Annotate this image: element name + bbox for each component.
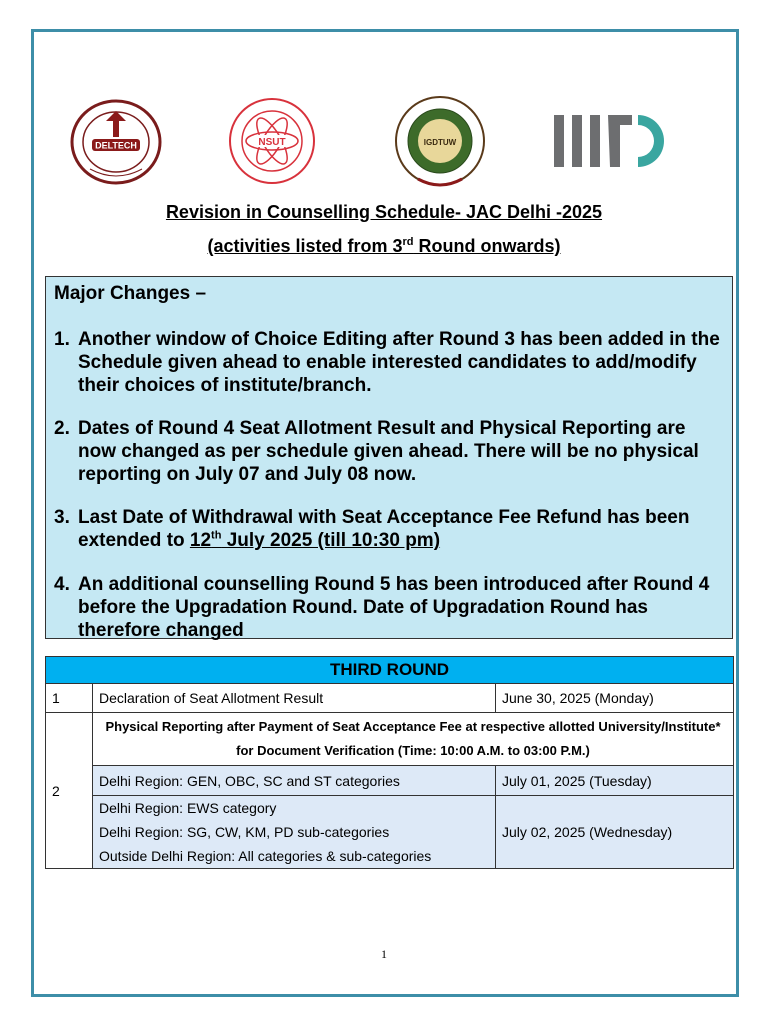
change-item <box>54 417 724 486</box>
subtitle-post: Round onwards) <box>413 236 561 256</box>
change-item-text: An additional counselling Round 5 has been introduced after Round 4 before the Upgradation Round. Date of Upgradation Round has therefore changed <box>78 574 710 641</box>
subtitle-sup: rd <box>402 236 414 248</box>
dtu-logo-text: DELTECH <box>95 140 137 151</box>
change-item-number: 3. <box>54 507 70 528</box>
dtu-logo <box>70 99 162 185</box>
change-item <box>54 573 724 642</box>
page-subtitle <box>0 236 768 257</box>
iiitd-logo <box>554 111 670 169</box>
schedule-table <box>45 656 734 869</box>
refund-deadline-rest: July 2025 (till 10:30 pm) <box>221 530 441 551</box>
date-cell: July 01, 2025 (Tuesday) <box>496 766 734 796</box>
logo-row <box>0 95 768 195</box>
page-number: 1 <box>381 947 387 961</box>
major-changes-box <box>45 276 733 639</box>
row-number: 2 <box>46 713 93 869</box>
igdtuw-logo-text: IGDTUW <box>423 138 457 147</box>
reporting-heading: Physical Reporting after Payment of Seat Acceptance Fee at respective allotted University/Institute* for Document Verification (Time: 10:00 A.M. to 03:00 P.M.) <box>93 713 734 766</box>
igdtuw-logo <box>390 95 490 191</box>
change-item <box>54 328 724 397</box>
change-item-text: Dates of Round 4 Seat Allotment Result and Physical Reporting are now changed as per schedule given ahead. There will be no physical reporting on July 07 and July 08 now. <box>78 418 699 485</box>
change-item-text-pre: Last Date of Withdrawal with Seat Acceptance Fee Refund has been extended to <box>78 507 690 551</box>
activity-cell: Declaration of Seat Allotment Result <box>93 684 496 713</box>
change-item-number: 4. <box>54 574 70 595</box>
date-cell: June 30, 2025 (Monday) <box>496 684 734 713</box>
nsut-logo-text: NSUT <box>258 137 286 148</box>
activity-line: Outside Delhi Region: All categories & sub-categories <box>99 848 432 864</box>
major-changes-heading: Major Changes – <box>54 283 207 304</box>
activity-line: Delhi Region: EWS category <box>99 800 277 816</box>
subtitle-pre: (activities listed from 3 <box>207 236 403 256</box>
refund-deadline-sup: th <box>211 529 222 542</box>
activity-line: Delhi Region: SG, CW, KM, PD sub-categories <box>99 824 390 840</box>
schedule-header: THIRD ROUND <box>46 657 734 684</box>
refund-deadline <box>190 530 440 551</box>
page-title: Revision in Counselling Schedule- JAC Delhi -2025 <box>165 202 603 222</box>
nsut-logo <box>228 97 316 185</box>
activity-cell <box>93 796 496 869</box>
change-item-number: 2. <box>54 418 70 439</box>
date-cell: July 02, 2025 (Wednesday) <box>496 796 734 869</box>
activity-cell: Delhi Region: GEN, OBC, SC and ST categories <box>93 766 496 796</box>
change-item-text <box>78 506 724 552</box>
refund-deadline-day: 12 <box>189 530 212 551</box>
change-item <box>54 506 724 552</box>
change-item-text: Another window of Choice Editing after Round 3 has been added in the Schedule given ahead to enable interested candidates to add/modify their choices of institute/branch. <box>78 329 720 396</box>
change-item-number: 1. <box>54 329 70 350</box>
row-number: 1 <box>46 684 93 713</box>
